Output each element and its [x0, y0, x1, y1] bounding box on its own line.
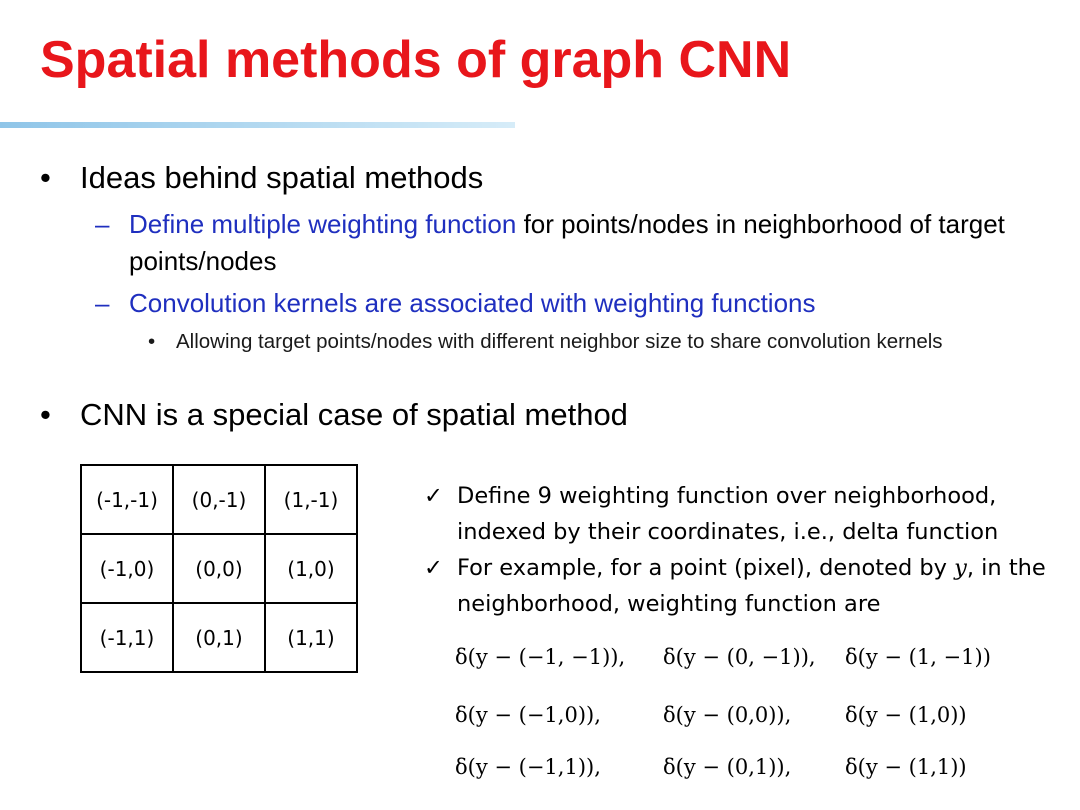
- check-icon: ✓: [424, 555, 443, 581]
- delta-formula: δ(y − (0,1)),: [663, 755, 792, 779]
- slide-title: Spatial methods of graph CNN: [40, 31, 792, 89]
- sub-bullet-kernels: [95, 285, 1055, 322]
- grid-cell: (1,1): [265, 603, 357, 672]
- grid-cell: (-1,1): [81, 603, 173, 672]
- grid-cell: (0,0): [173, 534, 265, 603]
- delta-formula: δ(y − (−1,1)),: [455, 755, 601, 779]
- grid-cell: (-1,-1): [81, 465, 173, 534]
- bullet-dot: •: [40, 160, 51, 195]
- delta-formula: δ(y − (1,0)): [845, 703, 967, 727]
- sub-sub-bullet-text: Allowing target points/nodes with different neighbor size to share convolution kernels: [176, 330, 943, 353]
- grid-cell: (1,-1): [265, 465, 357, 534]
- delta-formula: δ(y − (1, −1)): [845, 645, 991, 669]
- sub-sub-bullet-sharing: [148, 327, 1028, 356]
- check-text: For example, for a point (pixel), denoted by y, in the neighborhood, weighting function are: [457, 555, 1046, 617]
- sub-bullet-weighting: [95, 206, 1055, 280]
- grid-cell: (0,-1): [173, 465, 265, 534]
- highlight-text: Convolution kernels are associated with weighting functions: [129, 288, 816, 318]
- delta-formula: δ(y − (−1, −1)),: [455, 645, 626, 669]
- delta-formula: δ(y − (−1,0)),: [455, 703, 601, 727]
- bullet-text: CNN is a special case of spatial method: [80, 397, 628, 432]
- grid-cell: (1,0): [265, 534, 357, 603]
- checklist: [424, 478, 1064, 622]
- highlight-text: Define multiple weighting function: [129, 209, 517, 239]
- title-underline: [0, 122, 515, 128]
- bullet-text: Ideas behind spatial methods: [80, 160, 484, 195]
- delta-formula: δ(y − (0,0)),: [663, 703, 792, 727]
- bullet-cnn-special-case: [40, 397, 628, 433]
- bullet-dot: •: [148, 330, 156, 353]
- bullet-dot: •: [40, 397, 51, 432]
- check-item: [424, 550, 1064, 622]
- check-item: [424, 478, 1064, 550]
- delta-formula: δ(y − (0, −1)),: [663, 645, 816, 669]
- grid-row: [81, 534, 357, 603]
- math-variable: y: [954, 555, 967, 581]
- neighborhood-grid: [80, 464, 358, 673]
- check-text: Define 9 weighting function over neighborhood, indexed by their coordinates, i.e., delta function: [457, 483, 999, 545]
- grid-cell: (0,1): [173, 603, 265, 672]
- sub-bullet-text: for points/nodes in neighborhood of target points/nodes: [129, 209, 1005, 276]
- delta-formula: δ(y − (1,1)): [845, 755, 967, 779]
- grid-cell: (-1,0): [81, 534, 173, 603]
- dash-marker: –: [95, 288, 110, 318]
- grid-row: [81, 465, 357, 534]
- grid-row: [81, 603, 357, 672]
- bullet-ideas: [40, 160, 483, 196]
- dash-marker: –: [95, 209, 110, 239]
- check-icon: ✓: [424, 483, 443, 509]
